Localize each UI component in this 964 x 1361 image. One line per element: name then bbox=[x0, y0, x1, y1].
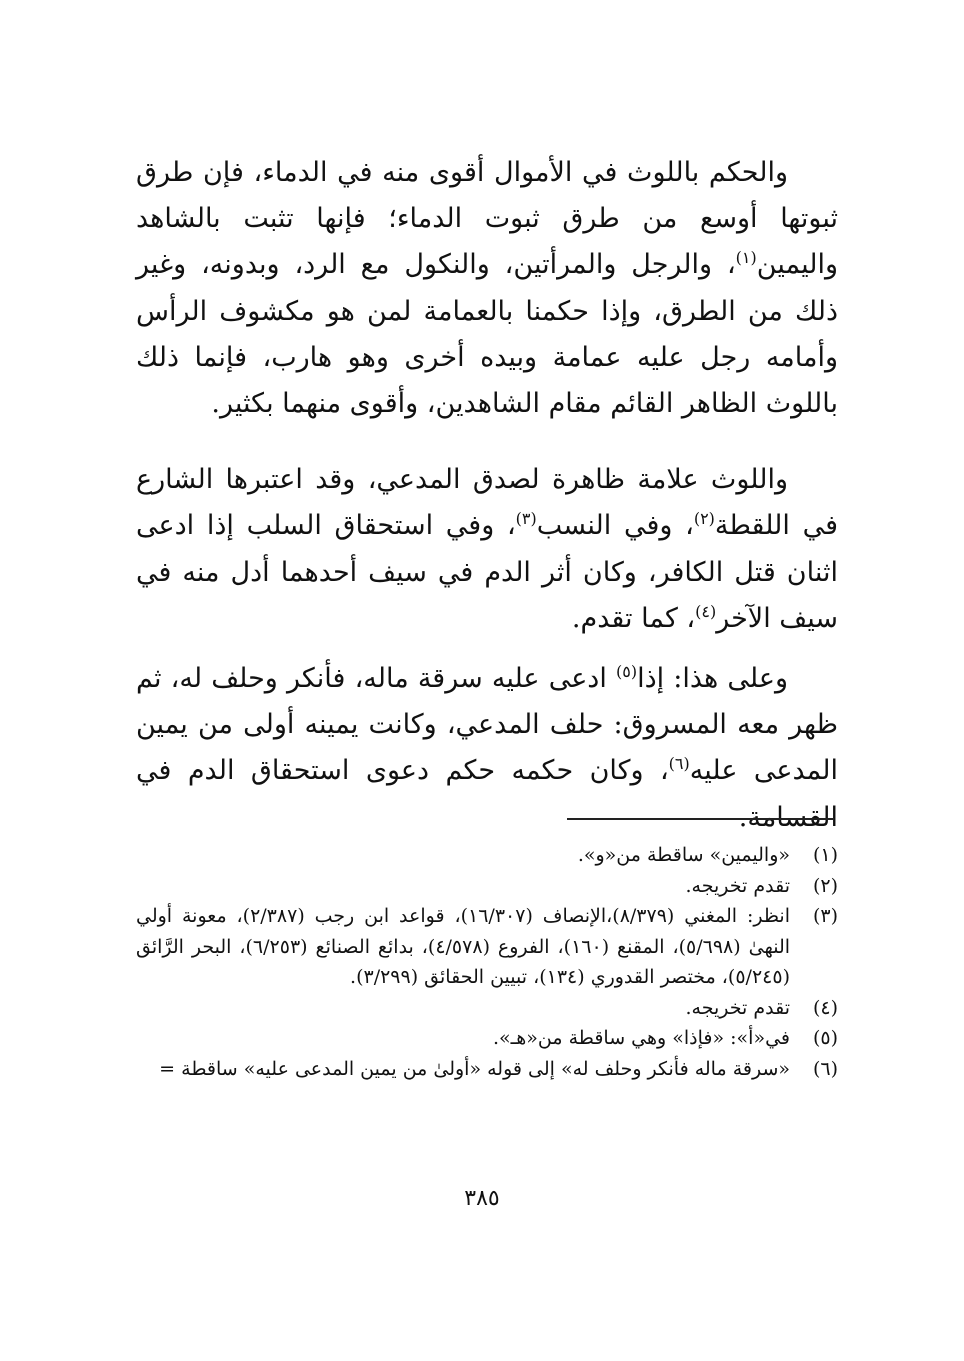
footnote-number: (٣) bbox=[812, 905, 838, 927]
paragraph-3-text-c: ، وكان حكمه حكم دعوى استحقاق الدم في القسامة. bbox=[136, 755, 838, 833]
paragraph-2-text-c: ، وفي استحقاق السلب إذا ادعى اثنان قتل الكافر، وكان أثر الدم في سيف أحدهما أدل منه في سيف الآخر bbox=[136, 510, 838, 634]
footnote-6 bbox=[136, 1054, 838, 1085]
footnote-number: (٥) bbox=[812, 1027, 838, 1049]
footnotes-list bbox=[136, 840, 838, 1084]
footnote-5 bbox=[136, 1023, 838, 1054]
main-text bbox=[136, 150, 838, 841]
footnote-ref-6: (٦) bbox=[668, 754, 690, 774]
paragraph-2-text-d: ، كما تقدم. bbox=[571, 602, 696, 634]
footnote-ref-2: (٢) bbox=[693, 509, 715, 529]
paragraph-3-text-a: وعلى هذا: إذا bbox=[637, 663, 789, 695]
footnote-ref-5: (٥) bbox=[615, 662, 638, 682]
page-number: ٣٨٥ bbox=[464, 1186, 500, 1211]
paragraph-1 bbox=[136, 150, 838, 427]
footnote-3 bbox=[136, 901, 838, 993]
paragraph-3 bbox=[136, 656, 838, 841]
footnote-1 bbox=[136, 840, 838, 871]
footnote-text: «سرقة ماله فأنكر وحلف له» إلى قوله «أولىٰ من يمين المدعى عليه» ساقطة = bbox=[159, 1057, 790, 1080]
paragraph-3-text-b: ادعى عليه سرقة ماله، فأنكر وحلف له، ثم ظهر معه المسروق: حلف المدعي، وكانت يمينه أولى من يمين المدعى عليه bbox=[136, 663, 838, 787]
footnote-number: (٢) bbox=[812, 874, 838, 897]
footnote-ref-3: (٣) bbox=[515, 509, 537, 529]
paragraph-1-text-cont: ، والرجل والمرأتين، والنكول مع الرد، وبدونه، وغير ذلك من الطرق، وإذا حكمنا بالعمامة لمن هو مكشوف الرأس وأمامه رجل عليه عمامة وبيده أخرى وهو هارب، فإنما ذلك باللوث الظاهر القائم مقام الشاهدين، وأقوى منهما بكثير. bbox=[136, 249, 838, 420]
footnote-ref-1: (١) bbox=[735, 248, 757, 268]
paragraph-2-text-a: واللوث علامة ظاهرة لصدق المدعي، وقد اعتبرها الشارع في اللقطة bbox=[136, 464, 838, 542]
footnote-4 bbox=[136, 993, 838, 1024]
footnote-2 bbox=[136, 871, 838, 902]
paragraph-2 bbox=[136, 457, 838, 642]
footnote-text: في«أ»: «فإذا» وهي ساقطة من«هـ». bbox=[493, 1027, 790, 1049]
footnote-separator bbox=[567, 818, 834, 820]
footnote-text: انظر: المغني (٨/٣٧٩)،الإنصاف (١٦/٣٠٧)، قواعد ابن رجب (٢/٣٨٧)، معونة أولي النهىٰ (٥/٦٩٨)، المقنع (١٦٠)، الفروع (٤/٥٧٨)، بدائع الصنائع (٦/٢٥٣)، البحر الرَّائق (٥/٢٤٥)، مختصر القدوري (١٣٤)، تبيين الحقائق (٣/٢٩٩). bbox=[136, 905, 791, 988]
footnote-number: (١) bbox=[812, 844, 838, 866]
footnote-ref-4: (٤) bbox=[695, 601, 717, 621]
footnote-number: (٦) bbox=[812, 1057, 838, 1080]
footnote-text: «واليمين» ساقطة من«و». bbox=[577, 844, 790, 866]
paragraph-2-text-b: ، وفي النسب bbox=[536, 510, 694, 542]
footnote-number: (٤) bbox=[812, 996, 838, 1019]
footnote-text: تقدم تخريجه. bbox=[685, 874, 790, 897]
footnote-text: تقدم تخريجه. bbox=[685, 996, 790, 1019]
paragraph-1-text: والحكم باللوث في الأموال أقوى منه في الدماء، فإن طرق ثبوتها أوسع من طرق ثبوت الدماء؛ فإنها تثبت بالشاهد واليمين bbox=[136, 157, 838, 281]
